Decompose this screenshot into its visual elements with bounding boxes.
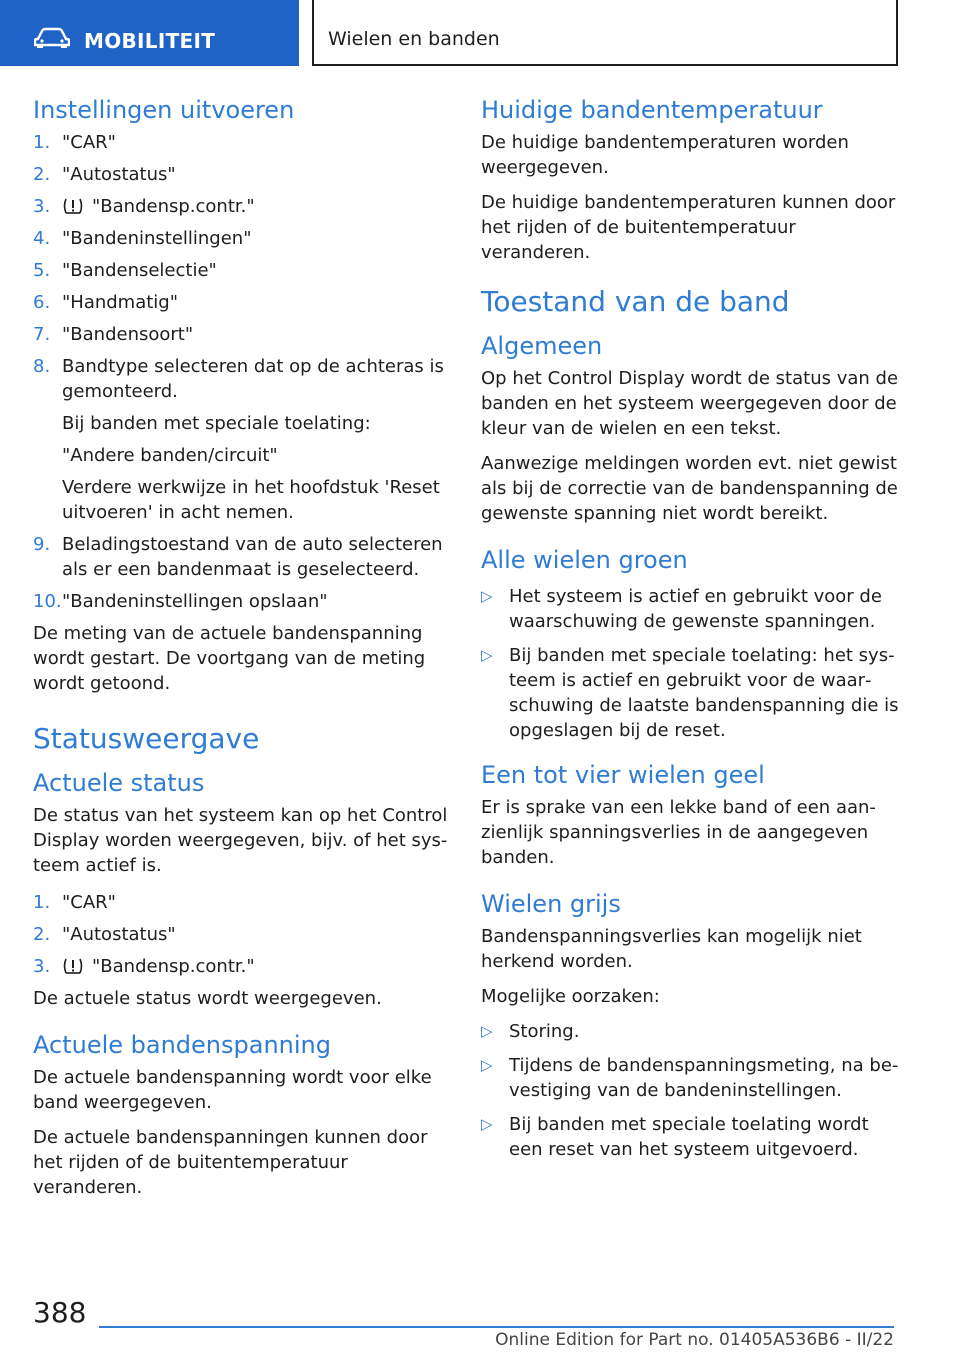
footer-edition: Online Edition for Part no. 01405A536B6 - II/22 xyxy=(495,1330,894,1350)
heading-toestand: Toestand van de band xyxy=(481,285,790,318)
list-item xyxy=(33,954,453,979)
bullet-text: Bij banden met speciale toelating: het systeem is actief en gebruikt voor de waarschuwing de laatste bandenspanning die is opgeslagen bij de reset. xyxy=(509,645,899,741)
paragraph-temp-2: De huidige bandentemperaturen kunnen door het rijden of de buitentemperatuur veranderen. xyxy=(481,192,896,263)
bullet-text: Tijdens de bandenspanningsmeting, na bevestiging van de bandeninstellingen. xyxy=(509,1055,899,1101)
bullet-triangle-icon: ▷ xyxy=(481,1022,493,1040)
paragraph-grijs-1: Bandenspanningsverlies kan mogelijk niet herkend worden. xyxy=(481,926,862,972)
tire-pressure-warning-icon xyxy=(62,956,84,976)
chapter-tab xyxy=(0,0,299,66)
list-item xyxy=(33,922,453,947)
step-subtext: Bij banden met speciale toelating: xyxy=(62,413,371,434)
bullet-list-grijs xyxy=(481,1019,901,1162)
footer-divider xyxy=(99,1326,894,1328)
step-subtext: Verdere werkwijze in het hoofdstuk 'Reset uitvoeren' in acht nemen. xyxy=(62,477,440,523)
page-header xyxy=(0,0,960,66)
heading-instellingen: Instellingen uitvoeren xyxy=(33,96,295,124)
list-item xyxy=(33,354,453,525)
step-text: Beladingstoestand van de auto selecteren als er een bandenmaat is geselecteerd. xyxy=(62,534,443,580)
step-text: "Handmatig" xyxy=(62,292,179,313)
list-item xyxy=(33,130,453,155)
heading-grijs: Wielen grijs xyxy=(481,890,621,918)
list-item xyxy=(33,258,453,283)
step-number: 5. xyxy=(33,260,51,281)
paragraph-algemeen-1: Op het Control Display wordt de status van de banden en het systeem weergegeven door de kleur van de wielen en een tekst. xyxy=(481,368,899,439)
paragraph-grijs-2: Mogelijke oorzaken: xyxy=(481,986,660,1007)
bullet-list-groen xyxy=(481,584,901,743)
tire-pressure-warning-icon xyxy=(62,196,84,216)
list-item xyxy=(481,1019,901,1044)
step-number: 9. xyxy=(33,534,51,555)
step-text: Bandtype selecteren dat op de achteras is gemonteerd. xyxy=(62,356,444,402)
heading-groen: Alle wielen groen xyxy=(481,546,688,574)
list-item xyxy=(33,589,453,614)
list-item xyxy=(33,162,453,187)
section-title: Wielen en banden xyxy=(328,28,500,50)
car-icon xyxy=(34,27,70,49)
step-text: "Autostatus" xyxy=(62,164,176,185)
list-item xyxy=(481,1053,901,1103)
heading-bandentemperatuur: Huidige bandentemperatuur xyxy=(481,96,823,124)
step-number: 8. xyxy=(33,356,51,377)
step-number: 3. xyxy=(33,956,51,977)
section-title-frame xyxy=(312,0,898,66)
paragraph-actuele-status: De status van het systeem kan op het Control Display worden weergegeven, bijv. of het systeem actief is. xyxy=(33,805,448,876)
step-text: "CAR" xyxy=(62,892,116,913)
step-text: "Bandeninstellingen" xyxy=(62,228,252,249)
step-number: 10. xyxy=(33,591,62,612)
heading-actuele-status: Actuele status xyxy=(33,769,205,797)
list-item xyxy=(33,532,453,582)
step-text: "Bandensoort" xyxy=(62,324,194,345)
bullet-text: Storing. xyxy=(509,1021,580,1042)
step-text: "Bandensp.contr." xyxy=(92,956,255,977)
paragraph-temp-1: De huidige bandentemperaturen worden weergegeven. xyxy=(481,132,849,178)
heading-actuele-bandenspanning: Actuele bandenspanning xyxy=(33,1031,331,1059)
right-column xyxy=(481,96,901,1172)
bullet-text: Bij banden met speciale toelating wordt een reset van het systeem uitgevoerd. xyxy=(509,1114,869,1160)
bullet-triangle-icon: ▷ xyxy=(481,1056,493,1074)
list-item xyxy=(33,322,453,347)
paragraph-geel: Er is sprake van een lekke band of een aanzienlijk spanningsverlies in de aangegeven banden. xyxy=(481,797,876,868)
bullet-text: Het systeem is actief en gebruikt voor de waarschuwing de gewenste spanningen. xyxy=(509,586,882,632)
list-item xyxy=(481,643,901,743)
paragraph-meting: De meting van de actuele bandenspanning wordt gestart. De voortgang van de meting wordt getoond. xyxy=(33,623,426,694)
step-number: 6. xyxy=(33,292,51,313)
bullet-triangle-icon: ▷ xyxy=(481,587,493,605)
step-number: 2. xyxy=(33,924,51,945)
heading-statusweergave: Statusweergave xyxy=(33,722,260,755)
chapter-title: MOBILITEIT xyxy=(84,29,216,53)
heading-algemeen: Algemeen xyxy=(481,332,603,360)
bullet-triangle-icon: ▷ xyxy=(481,1115,493,1133)
step-number: 1. xyxy=(33,132,51,153)
step-text: "Bandeninstellingen opslaan" xyxy=(62,591,328,612)
page-number: 388 xyxy=(33,1296,87,1329)
list-item xyxy=(481,1112,901,1162)
list-item xyxy=(481,584,901,634)
step-number: 1. xyxy=(33,892,51,913)
bullet-triangle-icon: ▷ xyxy=(481,646,493,664)
steps-list-status xyxy=(33,890,453,979)
step-number: 4. xyxy=(33,228,51,249)
list-item xyxy=(33,890,453,915)
list-item xyxy=(33,290,453,315)
paragraph-bandenspanning-1: De actuele bandenspanning wordt voor elke band weergegeven. xyxy=(33,1067,432,1113)
heading-geel: Een tot vier wielen geel xyxy=(481,761,765,789)
step-text: "CAR" xyxy=(62,132,116,153)
steps-list-instellingen xyxy=(33,130,453,614)
step-subtext: "Andere banden/circuit" xyxy=(62,445,278,466)
step-number: 2. xyxy=(33,164,51,185)
step-text: "Bandenselectie" xyxy=(62,260,217,281)
left-column xyxy=(33,96,453,1210)
step-number: 3. xyxy=(33,196,51,217)
list-item xyxy=(33,226,453,251)
paragraph-bandenspanning-2: De actuele bandenspanningen kunnen door het rijden of de buitentemperatuur veranderen. xyxy=(33,1127,428,1198)
paragraph-status-weergegeven: De actuele status wordt weergegeven. xyxy=(33,988,382,1009)
list-item xyxy=(33,194,453,219)
step-number: 7. xyxy=(33,324,51,345)
step-text: "Autostatus" xyxy=(62,924,176,945)
step-text: "Bandensp.contr." xyxy=(92,196,255,217)
paragraph-algemeen-2: Aanwezige meldingen worden evt. niet gewist als bij de correctie van de bandenspanning de gewenste spanning niet wordt bereikt. xyxy=(481,453,898,524)
